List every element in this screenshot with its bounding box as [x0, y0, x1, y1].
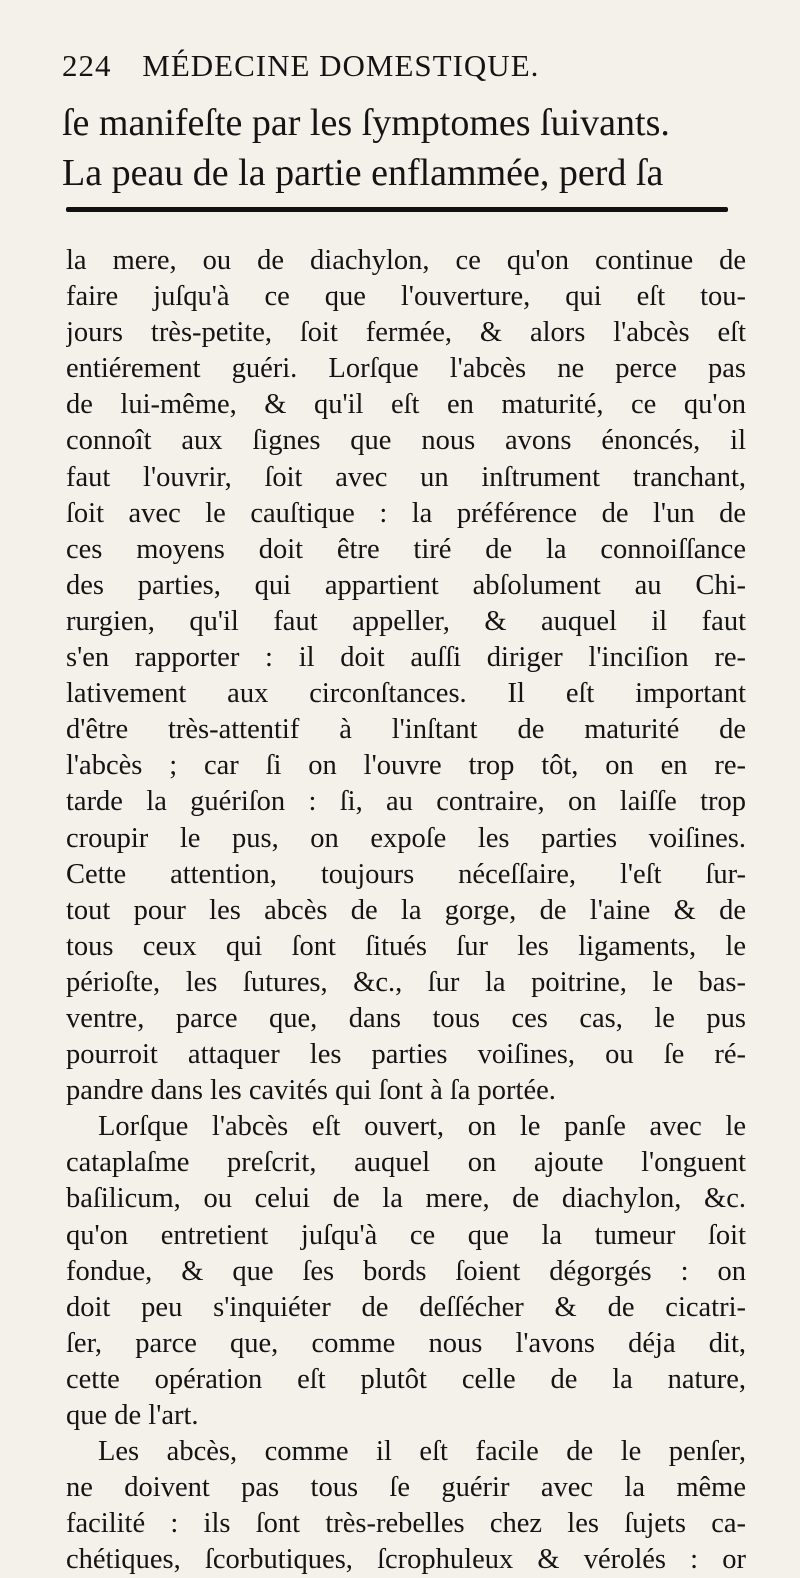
text-line: doit peu s'inquiéter de deſſécher & de cicatri- — [66, 1291, 746, 1323]
text-line: tout pour les abcès de la gorge, de l'aine & de — [66, 894, 746, 926]
text-line: qu'on entretient juſqu'à ce que la tumeur ſoit — [66, 1219, 746, 1251]
running-title: MÉDECINE DOMESTIQUE. — [142, 48, 540, 83]
text-line: cataplaſme preſcrit, auquel on ajoute l'onguent — [66, 1147, 746, 1179]
text-line: la mere, ou de diachylon, ce qu'on continue de — [66, 245, 746, 276]
text-line: ventre, parce que, dans tous ces cas, le pus — [66, 1002, 746, 1034]
text-line: que de l'art. — [66, 1400, 199, 1431]
text-line: fondue, & que ſes bords ſoient dégorgés : on — [66, 1255, 746, 1287]
text-line: facilité : ils ſont très-rebelles chez les ſujets ca- — [66, 1508, 746, 1540]
text-line: faire juſqu'à ce que l'ouverture, qui eſt tou- — [66, 281, 746, 313]
text-line: l'abcès ; car ſi on l'ouvre trop tôt, on en re- — [66, 750, 746, 782]
text-line: de lui-même, & qu'il eſt en maturité, ce qu'on — [66, 389, 746, 421]
text-line: tarde la guériſon : ſi, au contraire, on laiſſe trop — [66, 786, 746, 818]
text-line: chétiques, ſcorbutiques, ſcrophuleux & vérolés : or — [66, 1544, 746, 1576]
text-line: lativement aux circonſtances. Il eſt important — [66, 678, 746, 710]
text-line: ſoit avec le cauſtique : la préférence de l'un de — [66, 497, 746, 529]
text-line: Les abcès, comme il eſt facile de le penſer, — [98, 1436, 746, 1468]
page-number: 224 — [62, 48, 112, 83]
separator-rule — [66, 207, 728, 212]
text-line: ne doivent pas tous ſe guérir avec la même — [66, 1472, 746, 1504]
text-line: faut l'ouvrir, ſoit avec un inſtrument tranchant, — [66, 461, 746, 493]
running-header — [62, 48, 752, 84]
text-line: croupir le pus, on expoſe les parties voiſines. — [66, 822, 746, 854]
text-line: ſer, parce que, comme nous l'avons déja dit, — [66, 1327, 746, 1359]
text-line: entiérement guéri. Lorſque l'abcès ne perce pas — [66, 353, 746, 385]
text-line: baſilicum, ou celui de la mere, de diachylon, &c. — [66, 1183, 746, 1215]
text-line: tous ceux qui ſont ſitués ſur les ligaments, le — [66, 930, 746, 962]
text-line: Cette attention, toujours néceſſaire, l'eſt ſur- — [66, 858, 746, 890]
text-line: périoſte, les ſutures, &c., ſur la poitrine, le bas- — [66, 966, 746, 998]
text-line: pandre dans les cavités qui ſont à ſa portée. — [66, 1075, 556, 1107]
text-line: jours très-petite, ſoit fermée, & alors l'abcès eſt — [66, 317, 746, 349]
text-line: ces moyens doit être tiré de la connoiſſance — [66, 533, 746, 565]
text-line: rurgien, qu'il faut appeller, & auquel il faut — [66, 605, 746, 637]
text-line: connoît aux ſignes que nous avons énoncés, il — [66, 425, 746, 457]
text-line: d'être très-attentif à l'inſtant de maturité de — [66, 714, 746, 746]
text-line: pourroit attaquer les parties voiſines, ou ſe ré- — [66, 1039, 746, 1071]
text-line: des parties, qui appartient abſolument au Chi- — [66, 569, 746, 601]
text-line: cette opération eſt plutôt celle de la nature, — [66, 1363, 746, 1395]
text-line: Lorſque l'abcès eſt ouvert, on le panſe avec le — [98, 1111, 746, 1143]
text-line: s'en rapporter : il doit auſſi diriger l'inciſion re- — [66, 642, 746, 674]
top-line: ſe manifeſte par les ſymptomes ſuivants. — [62, 102, 670, 144]
body-text — [66, 243, 746, 1578]
top-line: La peau de la partie enflammée, perd ſa — [62, 152, 664, 194]
previous-page-fragment — [62, 98, 762, 198]
